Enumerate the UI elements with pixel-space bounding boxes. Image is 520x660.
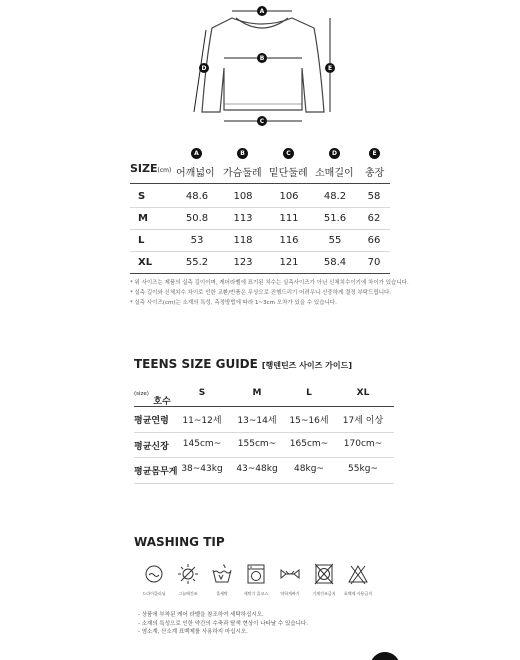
wash-note: - 상품에 부착된 케어 라벨을 참조하여 세탁하십시오. [138,612,264,618]
col-marker-b: B [237,148,248,159]
marker-a: A [259,8,265,16]
wash-note: - 소재의 특성으로 인한 약간의 수축과 탈색 현상이 나타날 수 있습니다. [138,620,308,627]
no-tumble-dry-icon: 기계건조금지 [308,563,340,597]
col-marker-c: C [283,148,294,159]
size-table-header [130,146,390,182]
laundry-net-icon: 세탁기 울코스 [240,563,272,597]
table-row: S 48.6 108 106 48.2 58 [138,191,381,202]
marker-b: B [259,55,265,63]
wash-note: - 염소계, 산소계 표백제를 사용하지 마십시오. [138,629,248,635]
col-marker-d: D [329,148,340,159]
teens-guide-subtitle: [행텐틴즈 사이즈 가이드] [261,361,353,370]
washing-icons [138,563,398,609]
table-row: M 50.8 113 111 51.6 62 [138,213,381,224]
teens-header-row: 호수 (size) S M L XL [134,388,370,407]
size-table-title: SIZE(cm) [130,162,172,175]
table-row: 평균몸무게 38~43kg 43~48kg 48kg~ 55kg~ [134,464,378,477]
shade-dry-icon: 그늘에건조 [172,563,204,597]
marker-d: D [201,65,207,73]
washing-tip-title: WASHING TIP [134,535,225,549]
size-note: * 실측 사이즈(cm)는 소재의 특성, 측정방법에 따라 1~3cm 오차가 있을 수 있습니다. [130,300,337,306]
scroll-top-button[interactable] [370,652,400,660]
size-note: * 위 사이즈는 제품의 실측 길이이며, 케어라벨에 표기된 치수는 실측사이즈가 아닌 신체치수이기에 차이가 있습니다. [130,280,409,286]
teens-guide-title: TEENS SIZE GUIDE [행텐틴즈 사이즈 가이드] [134,357,353,371]
col-sleeve: 소매길이 [315,168,354,179]
size-notes [130,278,410,308]
hand-wash-icon: 드라이클리닝 [138,563,170,597]
garment-measurement-diagram [0,0,520,135]
marker-c: C [259,118,265,126]
table-top-rule [130,183,390,184]
marker-e: E [327,65,333,73]
col-chest: 가슴둘레 [223,168,262,179]
col-hem: 밑단둘레 [269,168,308,179]
col-shoulder-width: 어깨넓이 [176,168,215,179]
washing-notes [138,611,308,637]
table-row: L 53 118 116 55 66 [138,235,381,246]
no-bleach-icon: 표백제 사용금지 [342,563,374,597]
no-wring-icon: 약하게짜기 [274,563,306,597]
table-row: 평균신장 145cm~ 155cm~ 165cm~ 170cm~ [134,439,383,452]
table-row: 평균연령 11~12세 13~14세 15~16세 17세 이상 [134,416,384,426]
col-marker-e: E [369,148,380,159]
col-length: 총장 [365,168,385,179]
col-marker-a: A [191,148,202,159]
sweatshirt-outline [202,18,324,112]
table-row: XL 55.2 123 121 58.4 70 [138,257,381,268]
wash-30-icon: 울세탁 [206,563,238,597]
size-note: * 실측 길이와 신체치수 차이로 인한 교환/반품은 무상으로 진행드리기 어려우니 신중하게 결정 부탁드립니다. [130,290,392,296]
table-bottom-rule [130,273,390,274]
